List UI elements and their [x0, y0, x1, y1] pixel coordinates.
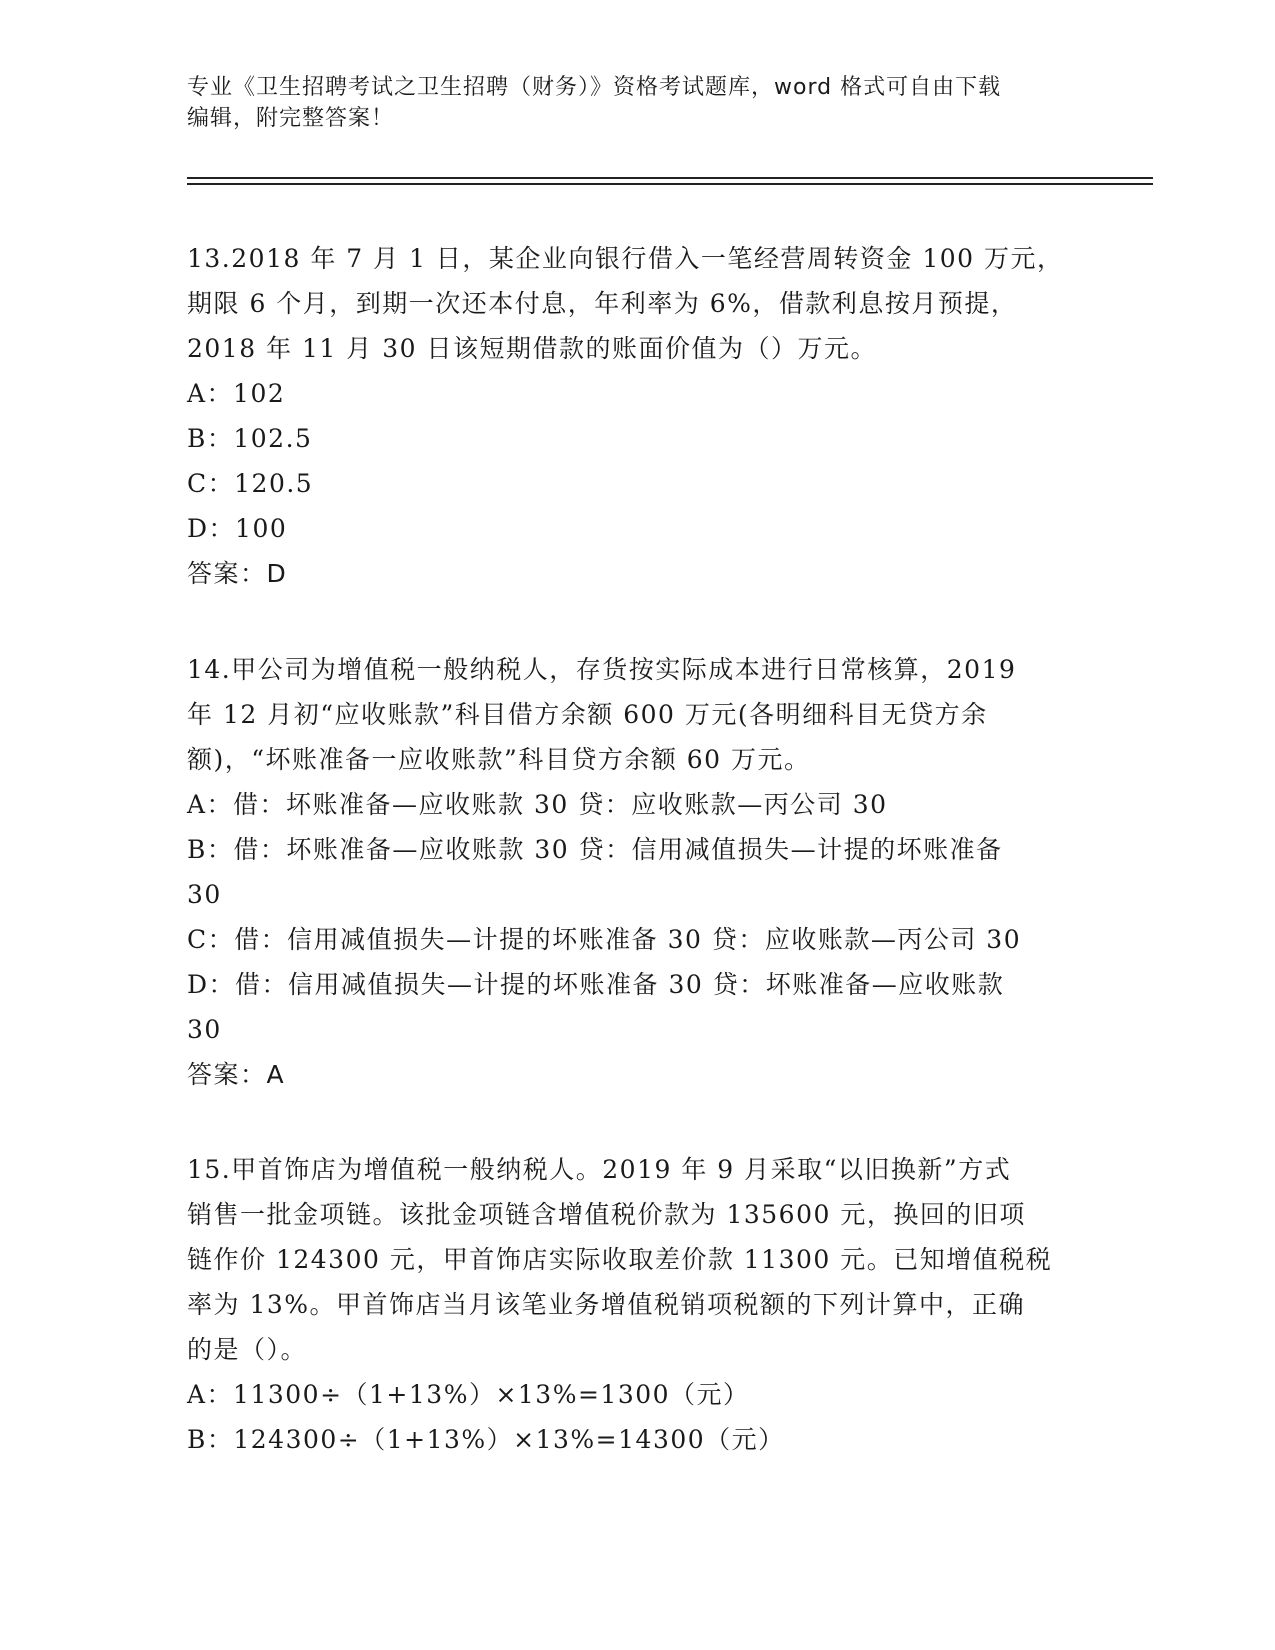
- stem-line: 15.甲首饰店为增值税一般纳税人。2019 年 9 月采取“以旧换新”方式: [187, 1155, 1012, 1184]
- stem-line: 年 12 月初“应收账款”科目借方余额 600 万元(各明细科目无贷方余: [187, 700, 988, 729]
- stem-line: 期限 6 个月，到期一次还本付息，年利率为 6%，借款利息按月预提，: [187, 289, 1018, 318]
- option-b: B：借：坏账准备—应收账款 30 贷：信用减值损失—计提的坏账准备: [187, 835, 1003, 864]
- option-d-continued: 30: [187, 1015, 222, 1044]
- question-15: [187, 1147, 1087, 1462]
- stem-line: 销售一批金项链。该批金项链含增值税价款为 135600 元，换回的旧项: [187, 1200, 1026, 1229]
- stem-line: 额)，“坏账准备一应收账款”科目贷方余额 60 万元。: [187, 745, 811, 774]
- stem-line: 2018 年 11 月 30 日该短期借款的账面价值为（）万元。: [187, 334, 877, 363]
- question-14: [187, 647, 1087, 1097]
- stem-line: 13.2018 年 7 月 1 日，某企业向银行借入一笔经营周转资金 100 万元，: [187, 244, 1064, 273]
- option-a: A：102: [187, 379, 286, 408]
- question-stem: [187, 1147, 1087, 1372]
- option-a: A：11300÷（1+13%）×13%=1300（元）: [187, 1380, 750, 1409]
- option-c: C：借：信用减值损失—计提的坏账准备 30 贷：应收账款—丙公司 30: [187, 925, 1022, 954]
- question-13: [187, 236, 1087, 596]
- header-divider-top: [187, 177, 1153, 179]
- stem-line: 的是（）。: [187, 1335, 308, 1364]
- option-b: B：102.5: [187, 424, 313, 453]
- option-d: D：借：信用减值损失—计提的坏账准备 30 贷：坏账准备—应收账款: [187, 970, 1005, 999]
- stem-line: 率为 13%。甲首饰店当月该笔业务增值税销项税额的下列计算中，正确: [187, 1290, 1026, 1319]
- option-b-continued: 30: [187, 880, 222, 909]
- stem-line: 链作价 124300 元，甲首饰店实际收取差价款 11300 元。已知增值税税: [187, 1245, 1053, 1274]
- document-header: [187, 72, 1087, 134]
- question-stem: [187, 647, 1087, 782]
- option-c: C：120.5: [187, 469, 314, 498]
- answer: 答案：A: [187, 1060, 286, 1089]
- option-b: B：124300÷（1+13%）×13%=14300（元）: [187, 1425, 785, 1454]
- option-a: A：借：坏账准备—应收账款 30 贷：应收账款—丙公司 30: [187, 790, 888, 819]
- header-line-2: 编辑，附完整答案！: [187, 106, 395, 131]
- option-d: D：100: [187, 514, 288, 543]
- question-stem: [187, 236, 1087, 371]
- header-line-1: 专业《卫生招聘考试之卫生招聘（财务）》资格考试题库，word 格式可自由下载: [187, 75, 1002, 100]
- header-divider-bottom: [187, 183, 1153, 185]
- answer: 答案：D: [187, 559, 288, 588]
- stem-line: 14.甲公司为增值税一般纳税人，存货按实际成本进行日常核算，2019: [187, 655, 1017, 684]
